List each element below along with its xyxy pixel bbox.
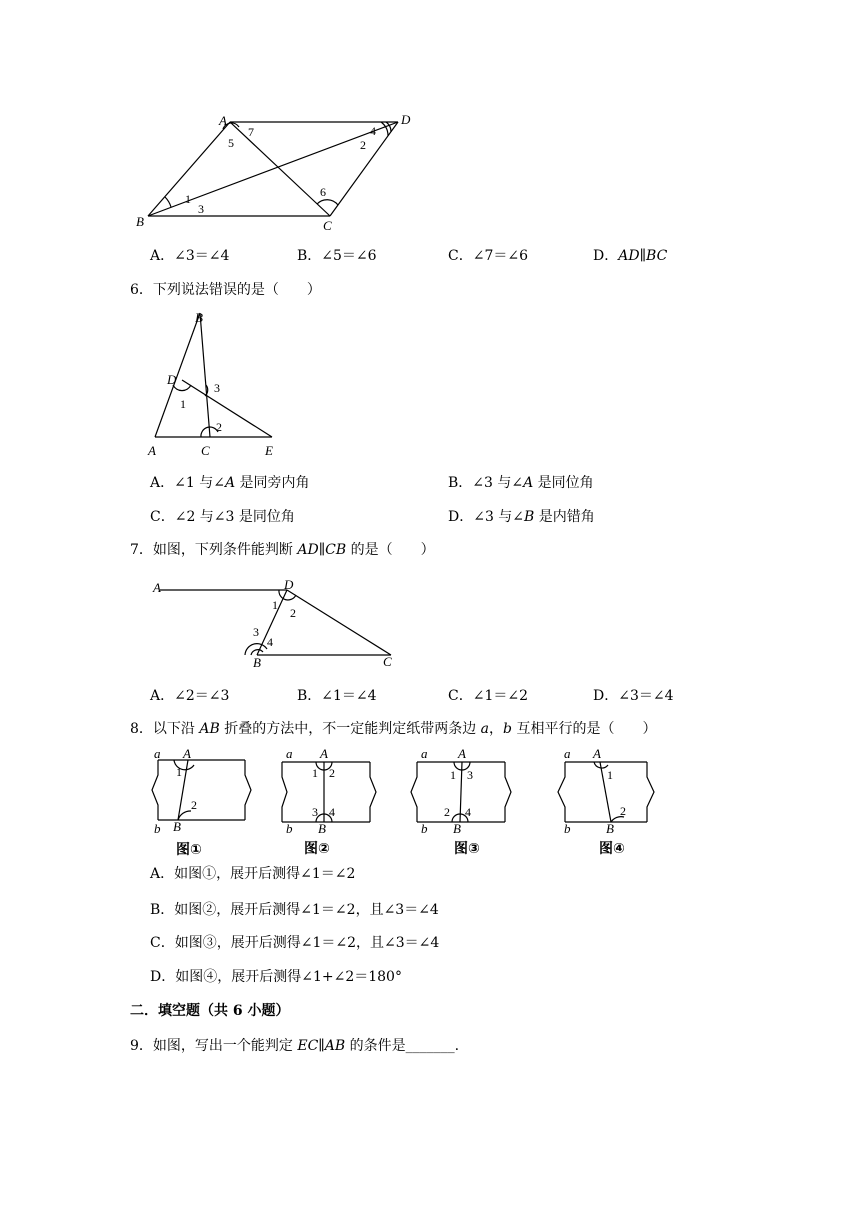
q8-f2-angle-3: 3 bbox=[312, 805, 318, 819]
q7-stem bbox=[130, 543, 435, 557]
q5-angle-5: 5 bbox=[228, 136, 234, 150]
q8-option-b: B．如图②，展开后测得∠1＝∠2，且∠3＝∠4 bbox=[150, 902, 439, 918]
q8-f2-label-A: A bbox=[320, 746, 328, 761]
q8-f3-label-a: a bbox=[421, 746, 428, 761]
q8-f4-label-B: B bbox=[606, 821, 614, 836]
q5-label-C: C bbox=[323, 218, 332, 233]
q8-stem-comma: ， bbox=[489, 721, 504, 737]
q6-option-b bbox=[448, 476, 594, 490]
q6-option-d bbox=[448, 510, 595, 524]
q8-f4-angle-1: 1 bbox=[607, 768, 613, 782]
q5-angle-1: 1 bbox=[185, 192, 191, 206]
q8-f1-label-B: B bbox=[173, 819, 181, 834]
q6-stem: 6．下列说法错误的是（ ） bbox=[130, 282, 321, 298]
q7-angle-1: 1 bbox=[272, 598, 278, 612]
q7-option-d: D．∠3＝∠4 bbox=[593, 688, 674, 704]
q8-f3-angle-2: 2 bbox=[444, 805, 450, 819]
q8-f4-label-b: b bbox=[564, 821, 571, 836]
q9-stem-end: . bbox=[454, 1038, 460, 1054]
q8-figure-4 bbox=[550, 745, 670, 860]
q8-f2-angle-4: 4 bbox=[329, 805, 335, 819]
q5-option-d-prefix: D． bbox=[593, 248, 619, 264]
q7-option-b: B．∠1＝∠4 bbox=[297, 688, 377, 704]
q5-label-A: A bbox=[219, 113, 227, 128]
q8-f4-label-a: a bbox=[564, 746, 571, 761]
q7-label-A: A bbox=[153, 580, 161, 595]
q8-stem-pre: 8．以下沿 bbox=[130, 721, 200, 737]
q8-f2-label-B: B bbox=[318, 821, 326, 836]
q5-option-b: B．∠5＝∠6 bbox=[297, 248, 377, 264]
q8-f1-angle-1: 1 bbox=[176, 765, 182, 779]
q6-angle-2: 2 bbox=[216, 420, 222, 434]
q6-label-A: A bbox=[148, 443, 156, 458]
q8-stem-b: b bbox=[503, 721, 512, 737]
q6-option-a-var: A bbox=[224, 475, 236, 491]
q8-f3-angle-4: 4 bbox=[465, 805, 471, 819]
q6-option-a-post: 是同旁内角 bbox=[235, 475, 310, 491]
q5-label-D: D bbox=[401, 112, 411, 127]
q7-stem-pre: 7．如图，下列条件能判断 bbox=[130, 542, 298, 558]
q8-figure-2 bbox=[270, 745, 390, 860]
q6-option-b-var: A bbox=[523, 475, 534, 491]
q8-f1-angle-2: 2 bbox=[191, 798, 197, 812]
q7-stem-post: 的是（ ） bbox=[346, 542, 435, 558]
q8-stem-mid: 折叠的方法中，不一定能判定纸带两条边 bbox=[219, 721, 481, 737]
q8-f1-label-A: A bbox=[183, 746, 191, 761]
q6-option-c: C．∠2 与∠3 是同位角 bbox=[150, 509, 295, 525]
q8-f1-label-b: b bbox=[154, 821, 161, 836]
q7-angle-3: 3 bbox=[253, 625, 259, 639]
q8-f2-label-b: b bbox=[286, 821, 293, 836]
q6-option-d-post: 是内错角 bbox=[534, 509, 595, 525]
q5-option-d bbox=[593, 249, 667, 263]
q6-label-D: D bbox=[167, 372, 177, 387]
q8-f2-angle-1: 1 bbox=[312, 766, 318, 780]
q7-angle-4: 4 bbox=[267, 635, 273, 649]
q8-option-a: A．如图①，展开后测得∠1＝∠2 bbox=[150, 866, 356, 882]
q5-angle-3: 3 bbox=[198, 202, 204, 216]
q8-f4-caption: 图④ bbox=[599, 841, 625, 857]
q6-label-E: E bbox=[265, 443, 273, 458]
q5-option-c: C．∠7＝∠6 bbox=[448, 248, 528, 264]
q8-f2-label-a: a bbox=[286, 746, 293, 761]
q8-f4-angle-2: 2 bbox=[620, 804, 626, 818]
q5-parallelogram-figure bbox=[130, 105, 430, 235]
q8-f3-angle-3: 3 bbox=[467, 768, 473, 782]
q5-option-a: A．∠3＝∠4 bbox=[150, 248, 230, 264]
q6-angle-1: 1 bbox=[180, 397, 186, 411]
q6-label-B: B bbox=[195, 310, 203, 325]
q7-option-a: A．∠2＝∠3 bbox=[150, 688, 230, 704]
q8-f4-label-A: A bbox=[593, 746, 601, 761]
q8-stem bbox=[130, 722, 656, 736]
q8-f2-caption: 图② bbox=[304, 841, 330, 857]
q8-f3-angle-1: 1 bbox=[450, 768, 456, 782]
q5-label-B: B bbox=[136, 214, 144, 229]
q5-option-d-math: AD∥BC bbox=[618, 248, 668, 264]
q6-option-d-pre: D．∠3 与∠ bbox=[448, 509, 525, 525]
q8-f3-label-A: A bbox=[458, 746, 466, 761]
q7-label-B: B bbox=[253, 655, 261, 670]
q6-label-C: C bbox=[201, 443, 210, 458]
q5-angle-2: 2 bbox=[360, 138, 366, 152]
q7-angle-2: 2 bbox=[290, 606, 296, 620]
q6-triangle-figure bbox=[140, 305, 300, 460]
q9-stem-post: 的条件是 bbox=[345, 1038, 406, 1054]
q9-answer-blank[interactable]: _______ bbox=[405, 1038, 455, 1054]
q7-figure bbox=[145, 573, 405, 673]
q6-option-a bbox=[150, 476, 310, 490]
q8-option-d: D．如图④，展开后测得∠1+∠2＝180° bbox=[150, 969, 402, 985]
q9-stem-math: EC∥AB bbox=[297, 1038, 346, 1054]
q8-option-c: C．如图③，展开后测得∠1＝∠2，且∠3＝∠4 bbox=[150, 935, 440, 951]
q5-angle-6: 6 bbox=[320, 185, 326, 199]
q8-f1-caption: 图① bbox=[176, 842, 202, 858]
q8-figure-1 bbox=[140, 745, 260, 860]
q6-angle-3: 3 bbox=[214, 381, 220, 395]
q8-figure-3 bbox=[405, 745, 525, 860]
q9-stem bbox=[130, 1039, 459, 1053]
q6-option-b-post: 是同位角 bbox=[533, 475, 594, 491]
q8-f3-label-B: B bbox=[453, 821, 461, 836]
q8-f2-angle-2: 2 bbox=[329, 766, 335, 780]
q5-angle-4: 4 bbox=[370, 124, 376, 138]
q6-option-b-pre: B．∠3 与∠ bbox=[448, 475, 524, 491]
q9-stem-pre: 9．如图，写出一个能判定 bbox=[130, 1038, 298, 1054]
q6-option-a-pre: A．∠1 与∠ bbox=[150, 475, 225, 491]
q7-option-c: C．∠1＝∠2 bbox=[448, 688, 528, 704]
q7-label-D: D bbox=[284, 577, 294, 592]
q8-stem-a: a bbox=[480, 721, 490, 737]
q8-stem-ab: AB bbox=[199, 721, 220, 737]
q8-stem-post: 互相平行的是（ ） bbox=[512, 721, 657, 737]
section-2-title: 二．填空题（共 6 小题） bbox=[130, 1003, 290, 1019]
q8-f3-label-b: b bbox=[421, 821, 428, 836]
q7-stem-math: AD∥CB bbox=[297, 542, 347, 558]
q6-option-d-var: B bbox=[524, 509, 535, 525]
q8-f1-label-a: a bbox=[154, 746, 161, 761]
q8-f3-caption: 图③ bbox=[454, 841, 480, 857]
q5-angle-7: 7 bbox=[248, 125, 254, 139]
q7-label-C: C bbox=[383, 654, 392, 669]
